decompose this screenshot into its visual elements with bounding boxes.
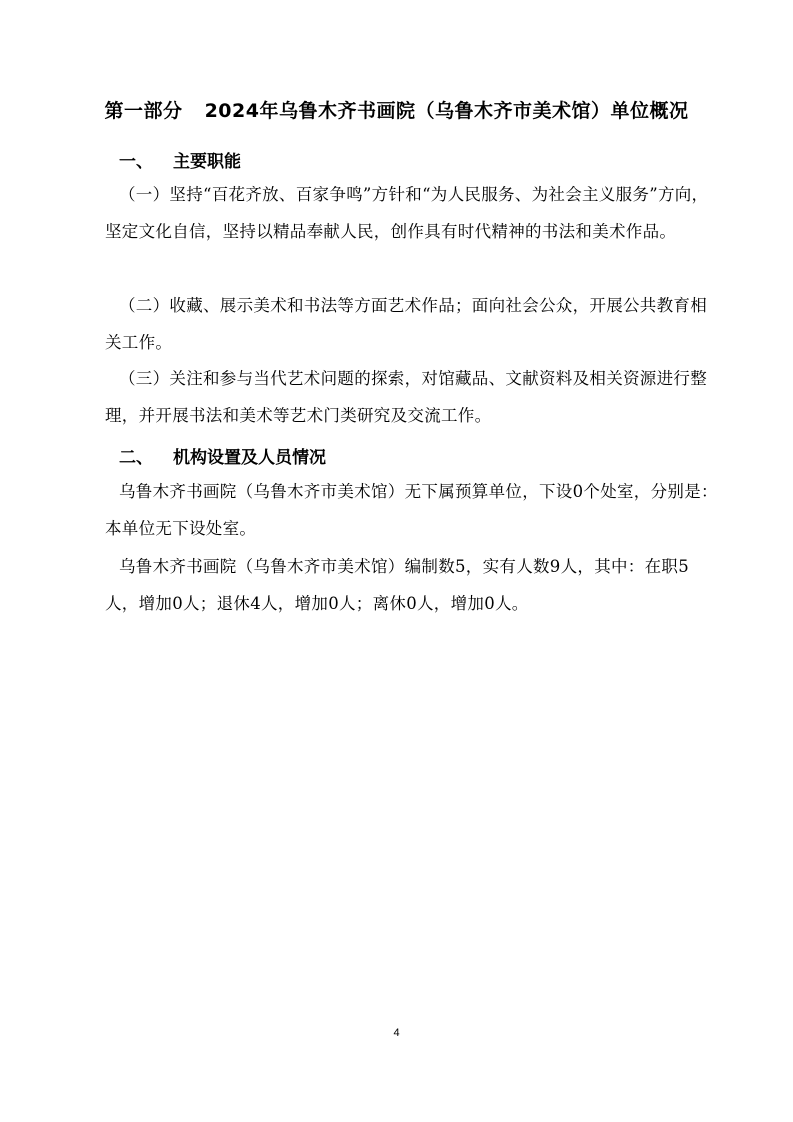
paragraph-function-3: （三）关注和参与当代艺术问题的探索，对馆藏品、文献资料及相关资源进行整理，并开展书法和美术等艺术门类研究及交流工作。	[105, 369, 707, 425]
section-number: 一、	[119, 152, 153, 172]
title-part: 第一部分	[104, 100, 183, 122]
page-title	[0, 96, 793, 123]
section-heading-functions	[119, 147, 241, 172]
section-heading-organization	[119, 443, 326, 468]
paragraph-organization-2: 乌鲁木齐书画院（乌鲁木齐市美术馆）编制数5，实有人数9人，其中：在职5人，增加0人；退休4人，增加0人；离休0人，增加0人。	[105, 557, 689, 613]
section-title: 主要职能	[173, 152, 241, 172]
paragraph-function-2: （二）收藏、展示美术和书法等方面艺术作品；面向社会公众，开展公共教育相关工作。	[105, 296, 707, 352]
section-title: 机构设置及人员情况	[173, 448, 326, 468]
section-number: 二、	[119, 448, 153, 468]
title-text: 2024年乌鲁木齐书画院（乌鲁木齐市美术馆）单位概况	[204, 100, 689, 122]
page-number: 4	[393, 1027, 400, 1039]
paragraph-function-1: （一）坚持“百花齐放、百家争鸣”方针和“为人民服务、为社会主义服务”方向，坚定文化自信，坚持以精品奉献人民，创作具有时代精神的书法和美术作品。	[105, 185, 709, 241]
paragraph-organization-1: 乌鲁木齐书画院（乌鲁木齐市美术馆）无下属预算单位，下设0个处室，分别是：本单位无下设处室。	[105, 482, 718, 538]
